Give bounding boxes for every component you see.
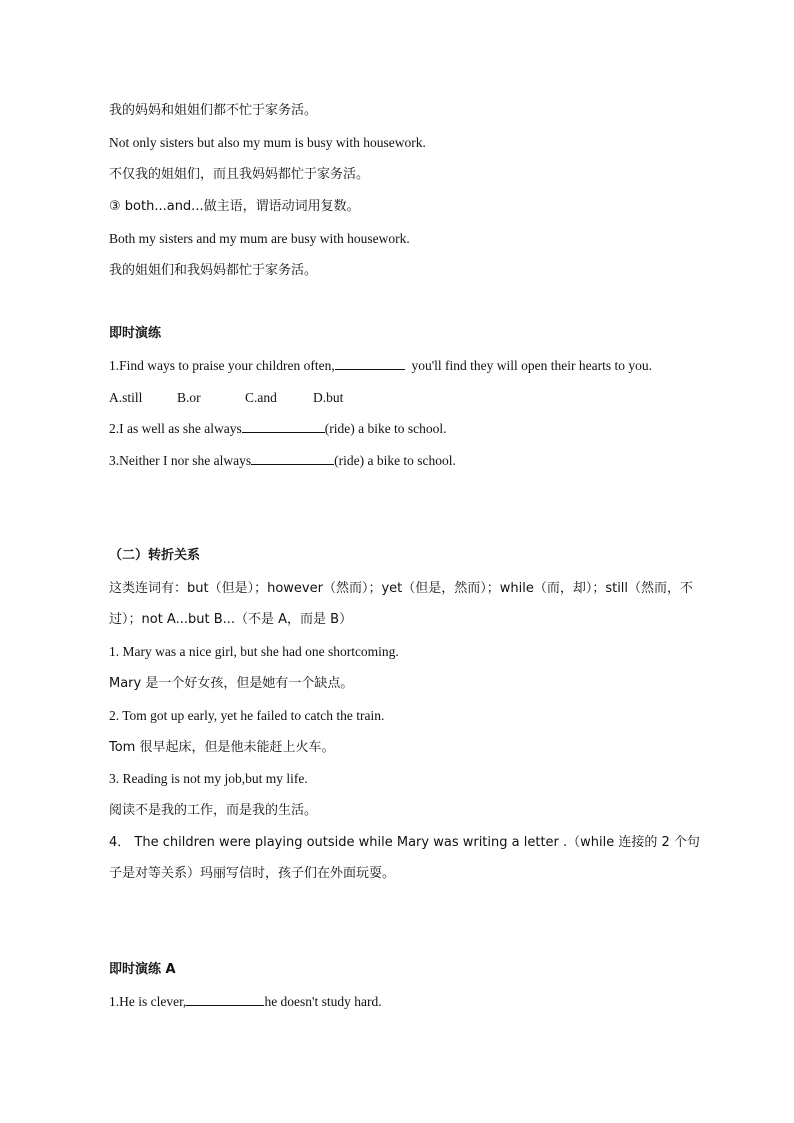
question-3 bbox=[109, 451, 456, 471]
practice-a-heading: 即时演练 A bbox=[109, 962, 176, 977]
question-text: 1.He is clever, bbox=[109, 994, 187, 1009]
option-b[interactable]: B.or bbox=[177, 390, 201, 405]
chinese-translation: 我的姐姐们和我妈妈都忙于家务活。 bbox=[109, 263, 318, 278]
example-2-english: 2. Tom got up early, yet he failed to catch the train. bbox=[109, 708, 385, 723]
answer-options bbox=[109, 388, 343, 408]
option-d[interactable]: D.but bbox=[313, 390, 344, 405]
chinese-line: 我的妈妈和姐姐们都不忙于家务活。 bbox=[109, 103, 318, 118]
practice-heading: 即时演练 bbox=[109, 326, 162, 341]
example-4: 4． The children were playing outside while Mary was writing a letter .（while 连接的 2 个句子是对等关系）玛丽写信时，孩子们在外面玩耍。 bbox=[109, 835, 700, 881]
english-example: Not only sisters but also my mum is busy with housework. bbox=[109, 135, 426, 150]
option-c[interactable]: C.and bbox=[245, 390, 277, 405]
example-2-chinese: Tom 很早起床，但是他未能赶上火车。 bbox=[109, 740, 335, 755]
answer-blank[interactable] bbox=[251, 452, 334, 465]
english-example: Both my sisters and my mum are busy with housework. bbox=[109, 231, 410, 246]
question-text: you'll find they will open their hearts to you. bbox=[411, 358, 652, 373]
option-a[interactable]: A.still bbox=[109, 390, 143, 405]
question-1 bbox=[109, 356, 652, 376]
example-1-english: 1. Mary was a nice girl, but she had one shortcoming. bbox=[109, 644, 399, 659]
question-text: 3.Neither I nor she always bbox=[109, 453, 252, 468]
question-text: 1.Find ways to praise your children often, bbox=[109, 358, 335, 373]
chinese-translation: 不仅我的姐姐们，而且我妈妈都忙于家务活。 bbox=[109, 167, 370, 182]
question-2 bbox=[109, 419, 447, 439]
question-text: he doesn't study hard. bbox=[264, 994, 382, 1009]
example-3-chinese: 阅读不是我的工作，而是我的生活。 bbox=[109, 803, 318, 818]
question-text: (ride) a bike to school. bbox=[324, 421, 447, 436]
answer-blank[interactable] bbox=[242, 420, 325, 433]
example-3-english: 3. Reading is not my job,but my life. bbox=[109, 771, 308, 786]
answer-blank[interactable] bbox=[186, 993, 264, 1006]
connectives-intro: 这类连词有：but（但是）；however（然而）；yet（但是，然而）；while（而，却）；still（然而，不过）；not A...but B...（不是 A，而是 B） bbox=[109, 581, 694, 627]
answer-blank[interactable] bbox=[335, 357, 405, 370]
section-heading: （二）转折关系 bbox=[109, 548, 201, 563]
question-text: 2.I as well as she always bbox=[109, 421, 242, 436]
question-a1 bbox=[109, 992, 382, 1012]
question-text: (ride) a bike to school. bbox=[334, 453, 456, 468]
grammar-rule: ③ both...and...做主语，谓语动词用复数。 bbox=[109, 199, 360, 214]
example-1-chinese: Mary 是一个好女孩，但是她有一个缺点。 bbox=[109, 676, 354, 691]
